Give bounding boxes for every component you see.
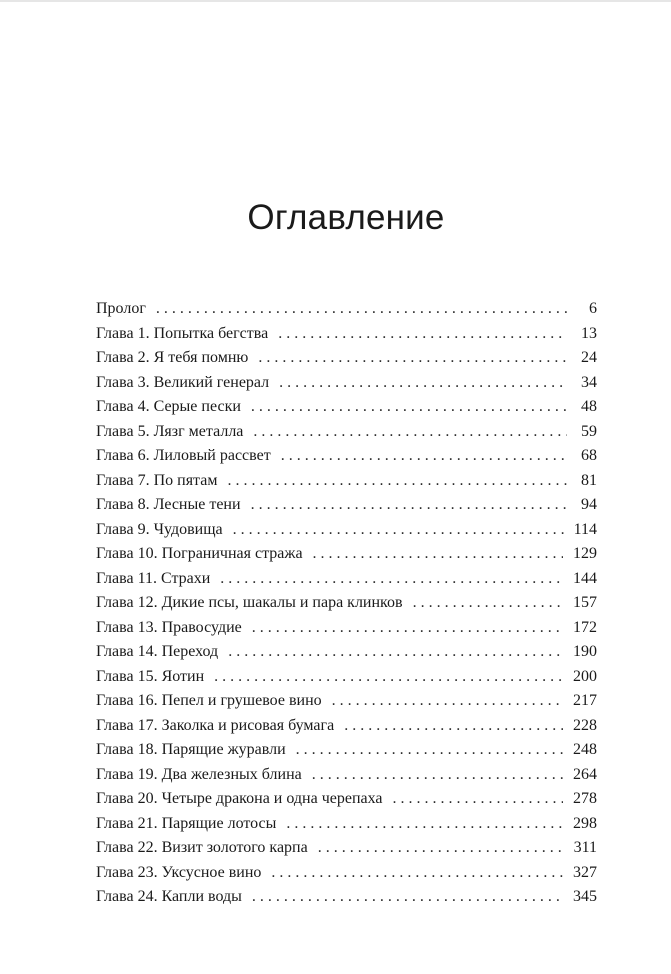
toc-dot-leader (332, 689, 563, 714)
toc-page-number: 172 (573, 618, 597, 636)
page-top-edge (0, 0, 671, 2)
toc-dot-leader (271, 861, 563, 886)
toc-dot-leader (318, 836, 564, 861)
toc-dot-leader (251, 395, 567, 420)
toc-dot-leader (279, 371, 567, 396)
toc-dot-leader (220, 567, 563, 592)
toc-dot-leader (233, 518, 564, 543)
toc-page-number: 228 (573, 716, 597, 734)
toc-dot-leader (312, 763, 563, 788)
toc-entry-title: Глава 4. Серые пески (96, 398, 241, 415)
toc-entry (96, 322, 597, 347)
toc-entry-title: Глава 22. Визит золотого карпа (96, 839, 308, 856)
toc-dot-leader (281, 444, 567, 469)
toc-page-number: 264 (573, 765, 597, 783)
toc-dot-leader (228, 640, 563, 665)
toc-page-number: 248 (573, 741, 597, 758)
toc-entry-title: Глава 3. Великий генерал (96, 373, 270, 391)
toc-dot-leader (296, 738, 563, 763)
toc-entry (96, 836, 597, 861)
toc-page-number: 200 (573, 667, 597, 685)
toc-page-number: 327 (573, 863, 597, 881)
toc-entry-title: Глава 5. Лязг металла (96, 422, 244, 440)
toc-page-number: 190 (573, 643, 597, 660)
toc-entry-title: Глава 7. По пятам (96, 471, 218, 489)
toc-entry (96, 297, 597, 322)
toc-dot-leader (227, 469, 567, 494)
toc-entry-title: Пролог (96, 300, 146, 317)
toc-entry-title: Глава 20. Четыре дракона и одна черепаха (96, 790, 383, 807)
page-title: Оглавление (247, 198, 445, 237)
toc-entry (96, 395, 597, 420)
toc-dot-leader (286, 812, 563, 837)
toc-entry-title: Глава 16. Пепел и грушевое вино (96, 692, 322, 709)
toc-page-number: 48 (581, 398, 597, 415)
toc-entry (96, 444, 597, 469)
toc-entry (96, 640, 597, 665)
toc-entry (96, 469, 597, 494)
toc-page-number: 94 (581, 496, 597, 513)
toc-dot-leader (253, 420, 567, 445)
toc-page-number: 114 (573, 520, 597, 538)
toc-page-number: 298 (573, 814, 597, 832)
toc-page-number: 144 (573, 569, 597, 587)
toc-page-number: 157 (573, 594, 597, 611)
toc-entry (96, 714, 597, 739)
toc-dot-leader (393, 787, 564, 812)
toc-entry (96, 665, 597, 690)
toc-entry-title: Глава 24. Капли воды (96, 888, 242, 905)
toc-entry-title: Глава 19. Два железных блина (96, 765, 302, 783)
toc-entry (96, 493, 597, 518)
toc-entry (96, 371, 597, 396)
toc-page-number: 34 (581, 373, 597, 391)
toc-page-number: 13 (581, 324, 597, 342)
toc-entry (96, 861, 597, 886)
toc-dot-leader (214, 665, 563, 690)
toc-dot-leader (251, 493, 567, 518)
toc-entry-title: Глава 17. Заколка и рисовая бумага (96, 716, 335, 734)
toc-entry-title: Глава 6. Лиловый рассвет (96, 447, 271, 464)
toc-dot-leader (413, 591, 563, 616)
toc-entry-title: Глава 14. Переход (96, 643, 219, 660)
toc-entry (96, 591, 597, 616)
toc-entry-title: Глава 1. Попытка бегства (96, 324, 269, 342)
toc-entry-title: Глава 11. Страхи (96, 569, 211, 587)
toc-entry-title: Глава 13. Правосудие (96, 618, 242, 636)
toc-entry (96, 738, 597, 763)
toc-dot-leader (156, 297, 567, 322)
toc-page-number: 6 (589, 300, 597, 317)
toc-page-number: 68 (581, 447, 597, 464)
toc-entry-title: Глава 21. Парящие лотосы (96, 814, 277, 832)
toc-entry-title: Глава 12. Дикие псы, шакалы и пара клинков (96, 594, 403, 611)
table-of-contents (96, 297, 597, 910)
toc-page-number: 129 (573, 545, 597, 562)
toc-entry (96, 542, 597, 567)
toc-entry-title: Глава 10. Пограничная стража (96, 545, 303, 562)
toc-entry (96, 885, 597, 910)
toc-page-number: 311 (573, 839, 597, 856)
toc-entry (96, 763, 597, 788)
toc-entry (96, 567, 597, 592)
toc-entry (96, 518, 597, 543)
toc-page-number: 59 (581, 422, 597, 440)
toc-page-number: 345 (573, 888, 597, 905)
toc-entry (96, 787, 597, 812)
toc-entry-title: Глава 8. Лесные тени (96, 496, 241, 513)
toc-dot-leader (278, 322, 567, 347)
toc-entry (96, 812, 597, 837)
toc-entry-title: Глава 18. Парящие журавли (96, 741, 286, 758)
toc-page-number: 24 (581, 349, 597, 366)
toc-entry-title: Глава 23. Уксусное вино (96, 863, 262, 881)
toc-dot-leader (313, 542, 563, 567)
toc-entry (96, 689, 597, 714)
toc-dot-leader (252, 616, 563, 641)
toc-entry-title: Глава 2. Я тебя помню (96, 349, 249, 366)
toc-entry (96, 346, 597, 371)
toc-entry (96, 616, 597, 641)
toc-page-number: 278 (573, 790, 597, 807)
toc-dot-leader (258, 346, 567, 371)
toc-entry-title: Глава 9. Чудовища (96, 520, 223, 538)
toc-page-number: 81 (581, 471, 597, 489)
toc-page-number: 217 (573, 692, 597, 709)
toc-entry-title: Глава 15. Яотин (96, 667, 205, 685)
toc-dot-leader (344, 714, 563, 739)
toc-dot-leader (252, 885, 563, 910)
toc-entry (96, 420, 597, 445)
